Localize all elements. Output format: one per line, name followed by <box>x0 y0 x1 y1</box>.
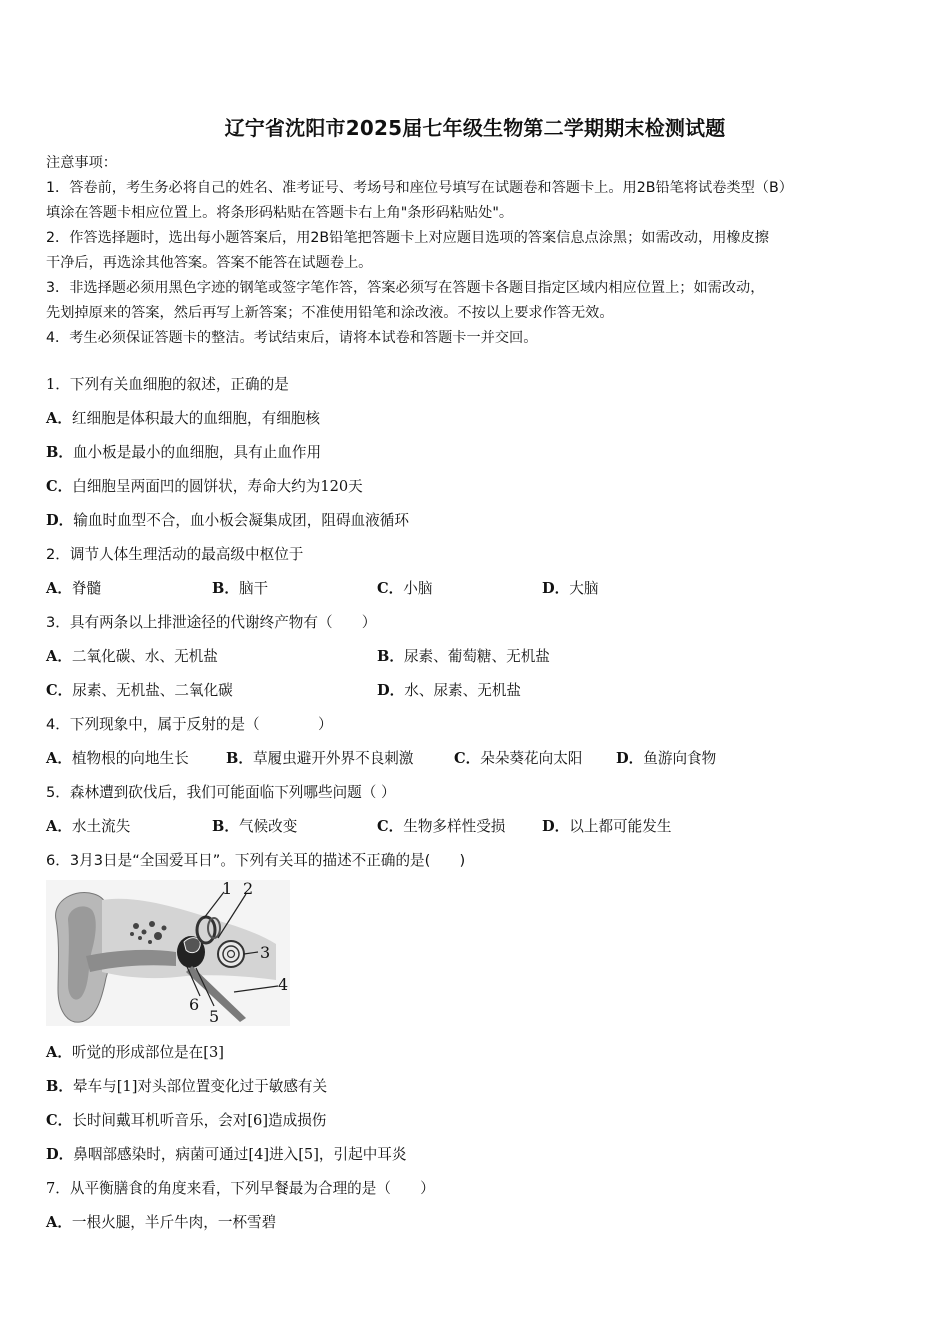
svg-text:6: 6 <box>189 995 200 1014</box>
question-1-option-d <box>46 511 409 531</box>
question-3-option-c <box>46 681 233 701</box>
question-2-option-b <box>212 579 268 599</box>
notice-line: 3．非选择题必须用黑色字迹的钢笔或签字笔作答，答案必须写在答题卡各题目指定区域内相应位置上；如需改动， <box>46 280 765 296</box>
question-4-stem: 4．下列现象中，属于反射的是（ ） <box>46 716 333 733</box>
option-text: 气候改变 <box>238 818 298 835</box>
option-letter: D． <box>46 1146 74 1163</box>
question-6-option-b <box>46 1077 327 1097</box>
question-6-option-c <box>46 1111 326 1131</box>
question-3-option-a <box>46 647 218 667</box>
option-letter: C． <box>46 1112 73 1129</box>
option-letter: B． <box>46 444 73 461</box>
option-text: 大脑 <box>569 580 599 597</box>
svg-text:3: 3 <box>260 943 271 962</box>
svg-text:4: 4 <box>278 975 289 994</box>
question-5-option-b <box>212 817 297 837</box>
option-text: 水、尿素、无机盐 <box>404 682 522 699</box>
notice-line: 2．作答选择题时，选出每小题答案后，用2B铅笔把答题卡上对应题目选项的答案信息点涂黑；如需改动，用橡皮擦 <box>46 230 769 246</box>
question-4-option-a <box>46 749 189 769</box>
question-7-stem: 7．从平衡膳食的角度来看，下列早餐最为合理的是（ ） <box>46 1180 435 1197</box>
notice-line: 填涂在答题卡相应位置上。将条形码粘贴在答题卡右上角"条形码粘贴处"。 <box>46 205 514 221</box>
question-4-option-c <box>454 749 582 769</box>
question-5-options <box>46 817 906 837</box>
svg-text:5: 5 <box>209 1007 220 1026</box>
question-6-stem: 6．3月3日是“全国爱耳日”。下列有关耳的描述不正确的是( ) <box>46 852 466 869</box>
ear-structure-diagram <box>46 880 290 1026</box>
option-text: 听觉的形成部位是在[3] <box>71 1044 224 1061</box>
question-5-stem: 5．森林遭到砍伐后，我们可能面临下列哪些问题（ ） <box>46 784 396 801</box>
question-6-option-a <box>46 1043 224 1063</box>
option-text: 鼻咽部感染时，病菌可通过[4]进入[5]，引起中耳炎 <box>73 1146 407 1163</box>
option-text: 一根火腿，半斤牛肉，一杯雪碧 <box>71 1214 277 1231</box>
question-4-option-b <box>226 749 413 769</box>
question-1-stem: 1．下列有关血细胞的叙述，正确的是 <box>46 376 289 393</box>
question-3-options-row1 <box>46 647 906 667</box>
option-text: 血小板是最小的血细胞，具有止血作用 <box>72 444 322 461</box>
option-text: 尿素、葡萄糖、无机盐 <box>403 648 550 665</box>
option-letter: B． <box>212 818 239 835</box>
option-letter: B． <box>226 750 253 767</box>
page-title: 辽宁省沈阳市2025届七年级生物第二学期期末检测试题 <box>224 116 726 140</box>
question-4-options <box>46 749 906 769</box>
option-letter: B． <box>377 648 404 665</box>
question-5-option-d <box>542 817 671 837</box>
question-3-stem: 3．具有两条以上排泄途径的代谢终产物有（ ） <box>46 614 377 631</box>
question-5-option-a <box>46 817 130 837</box>
svg-text:1: 1 <box>222 880 233 898</box>
option-letter: D． <box>616 750 644 767</box>
option-letter: A． <box>46 750 72 767</box>
option-letter: A． <box>46 580 72 597</box>
option-letter: C． <box>46 478 73 495</box>
option-text: 鱼游向食物 <box>643 750 717 767</box>
option-letter: C． <box>377 818 404 835</box>
notice-line: 干净后，再选涂其他答案。答案不能答在试题卷上。 <box>46 255 373 271</box>
option-letter: C． <box>46 682 73 699</box>
option-text: 生物多样性受损 <box>403 818 506 835</box>
option-letter: A． <box>46 818 72 835</box>
question-3-options-row2 <box>46 681 906 701</box>
question-3-option-b <box>377 647 550 667</box>
question-5-option-c <box>377 817 505 837</box>
question-6-option-d <box>46 1145 406 1165</box>
option-letter: A． <box>46 1044 72 1061</box>
option-text: 晕车与[1]对头部位置变化过于敏感有关 <box>72 1078 328 1095</box>
question-2-option-c <box>377 579 432 599</box>
option-text: 植物根的向地生长 <box>71 750 189 767</box>
option-letter: B． <box>46 1078 73 1095</box>
question-1-option-b <box>46 443 321 463</box>
ear-diagram-icon <box>46 880 290 1026</box>
option-text: 二氧化碳、水、无机盐 <box>71 648 218 665</box>
option-text: 小脑 <box>403 580 433 597</box>
option-letter: C． <box>454 750 481 767</box>
option-letter: D． <box>542 818 570 835</box>
option-text: 脊髓 <box>71 580 102 597</box>
option-text: 尿素、无机盐、二氧化碳 <box>72 682 233 699</box>
option-text: 以上都可能发生 <box>569 818 672 835</box>
option-letter: D． <box>542 580 570 597</box>
option-text: 长时间戴耳机听音乐，会对[6]造成损伤 <box>72 1112 327 1129</box>
option-text: 脑干 <box>238 580 269 597</box>
question-1-option-c <box>46 477 363 497</box>
option-letter: D． <box>377 682 405 699</box>
notice-line: 4．考生必须保证答题卡的整洁。考试结束后，请将本试卷和答题卡一并交回。 <box>46 330 538 346</box>
question-3-option-d <box>377 681 521 701</box>
question-7-option-a <box>46 1213 276 1233</box>
question-2-option-d <box>542 579 598 599</box>
option-text: 草履虫避开外界不良刺激 <box>252 750 414 767</box>
option-letter: A． <box>46 1214 72 1231</box>
option-letter: A． <box>46 648 72 665</box>
option-letter: B． <box>212 580 239 597</box>
option-text: 输血时血型不合，血小板会凝集成团，阻碍血液循环 <box>73 512 409 529</box>
option-letter: D． <box>46 512 74 529</box>
notice-line: 先划掉原来的答案，然后再写上新答案；不准使用铅笔和涂改液。不按以上要求作答无效。 <box>46 305 614 321</box>
option-text: 白细胞呈两面凹的圆饼状，寿命大约为120天 <box>72 478 363 495</box>
question-2-options <box>46 579 906 599</box>
notice-line: 1．答卷前，考生务必将自己的姓名、准考证号、考场号和座位号填写在试题卷和答题卡上。用2B铅笔将试卷类型（B） <box>46 180 793 196</box>
question-1-option-a <box>46 409 320 429</box>
question-2-option-a <box>46 579 101 599</box>
svg-text:2: 2 <box>243 880 254 898</box>
option-text: 朵朵葵花向太阳 <box>480 750 583 767</box>
question-4-option-d <box>616 749 716 769</box>
notice-heading: 注意事项： <box>46 155 117 171</box>
option-text: 红细胞是体积最大的血细胞，有细胞核 <box>71 410 321 427</box>
option-letter: A． <box>46 410 72 427</box>
question-2-stem: 2．调节人体生理活动的最高级中枢位于 <box>46 546 304 563</box>
option-letter: C． <box>377 580 404 597</box>
notice-section <box>46 151 908 351</box>
option-text: 水土流失 <box>71 818 131 835</box>
